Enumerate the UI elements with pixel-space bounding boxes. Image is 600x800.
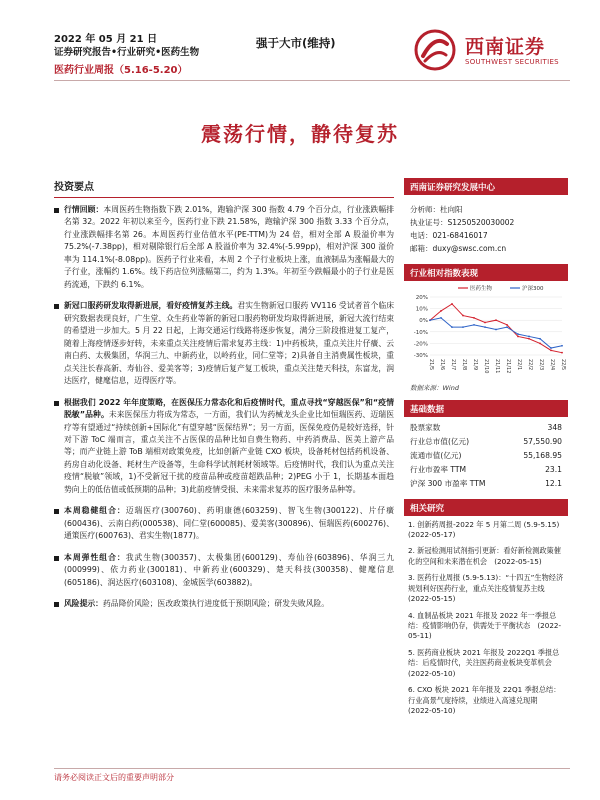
company-logo [413,28,563,72]
data-point [462,314,464,316]
related-research-item[interactable]: 5. 医药商业板块 2021 年报及 2022Q1 季报总结：后疫情时代，关注医药商业板块变革机会 (2022-05-10) [408,647,560,678]
row-label: 股票家数 [410,423,441,432]
data-point [528,337,530,339]
analyst-info [404,195,568,262]
data-point [451,303,453,305]
data-point [561,351,563,353]
y-tick-label: -30% [413,352,428,359]
x-tick-label: 21/8 [461,358,467,370]
sidebar [404,178,568,723]
y-tick-label: 10% [415,306,428,313]
data-point [506,326,508,328]
analyst-phone: 电话：021-68416017 [410,231,488,241]
report-date: 2022 年 05 月 21 日 [54,34,158,45]
related-research-heading: 相关研究 [404,499,568,516]
row-label: 沪深 300 市盈率 TTM [410,479,486,488]
basic-data-table [404,421,568,491]
x-tick-label: 21/7 [450,358,456,370]
data-point [506,323,508,325]
row-value: 23.1 [545,465,562,474]
logo-mark-icon [413,28,459,72]
data-point [429,319,431,321]
report-name: 医药行业周报（5.16-5.20） [54,65,188,76]
x-tick-label: 21/11 [494,358,500,373]
row-value: 55,168.95 [523,451,562,460]
bullet-covid-drug [54,300,394,387]
table-row [404,435,568,449]
row-value: 57,550.90 [523,437,562,446]
data-point [462,326,464,328]
bullet-lead: 本周弹性组合： [64,552,126,562]
related-research-item[interactable]: 1. 创新药周报-2022 年 5 月第二周 (5.9-5.15) (2022-05-17) [408,519,567,539]
row-value: 348 [547,423,562,432]
analyst-name: 分析师：杜向阳 [410,205,463,214]
bullet-text: 未来医保压力将成为常态，一方面，我们认为药械龙头企业比如恒瑞医药、迈瑞医疗等有望通过“持续创新+国际化”有望穿越“医保结界”；另一方面，医保免疫仍是较好选择，针对下游 ToC 端而言，重点关注不占医保的品种比如自费生物药、中药消费品、医美上游产品等；而产业链上游 ToB 端相对政策免疫，比如创新产业链 CXO 板块，设备耗材包括药机设备、药房自动化设备、耗材生产设备等，生命科学试剂耗材领域等。后疫情时代，我们认为重点关注疫情“脱敏”领域，1)不受新冠干扰的疫苗品种或疫苗超跌品种；2)PEG 小于 1，长期基本面趋势向上的低估值或低预期的品种；3)此前疫情受损、未来需求复苏的医疗服务品种等。 [64,410,395,494]
data-point [561,344,563,346]
basic-data-heading: 基础数据 [404,400,568,417]
bullet-text: 君实生物新冠口服药 VV116 受试者首个临床研究数据表现良好，广生堂、众生药业等新的新冠口服药物研发均取得新进展，新冠大流行结束的希望进一步加大。5 月 22 日起，上海交通运行线路将逐步恢复，满分三阶段推进复工复产，随着上海疫情逐步好转，未来重点关注疫情后需求复苏主线：1)中药板块，重点关注片仔癀、云南白药、太极集团，华润三九、中新药业，以岭药业，同仁堂等；2)具备自主消费属性板块，重点关注长春高新、寿仙谷、爱美客等；3)疫情后复产复工板块，重点关注楚天科技，东富龙，润达医疗，健麾信息，迈得医疗等。 [64,301,394,386]
report-header [0,0,600,90]
footer-divider [54,768,570,769]
x-tick-label: 22/1 [516,358,522,370]
related-research-item[interactable]: 4. 血制品板块 2021 年报及 2022 年一季报总结：疫情影响仍存，供需处于平衡状态 (2022-05-11) [408,610,562,641]
data-point [484,326,486,328]
related-research-list [404,516,568,717]
bullet-risk [54,598,394,610]
report-category: 证券研究报告•行业研究•医药生物 [54,47,200,58]
bullet-market-review [54,204,394,291]
data-point [528,335,530,337]
data-point [440,310,442,312]
bullet-text: 药品降价风险；医改政策执行进度低于预期风险；研发失败风险。 [102,599,330,609]
analyst-license: 执业证号：S1250520030002 [410,218,515,228]
table-row [404,421,568,435]
rating: 强于大市(维持) [256,36,336,50]
y-tick-label: -20% [413,340,428,347]
x-tick-label: 22/2 [527,358,533,370]
series-line-0 [430,303,562,352]
related-research-item[interactable]: 3. 医药行业周报 (5.9-5.13)：“十四五”生物经济规划利好医药行业，重点关注疫情复苏主线 (2022-05-15) [408,573,564,604]
y-tick-label: 0% [419,317,428,324]
logo-text-cn: 西南证券 [465,36,546,58]
bullet-strategy [54,397,394,497]
x-tick-label: 22/3 [538,358,544,370]
bullet-text: 迈瑞医疗(300760)、药明康德(603259)、智飞生物(300122)、片仔癀(600436)、云南白药(000538)、同仁堂(600085)、爱美客(300896)、恒瑞医药(600276)、通策医疗(600763)、君实生物(1877)。 [64,506,394,541]
chart-source: 数据来源：Wind [410,383,459,392]
analyst-email[interactable]: 邮箱：duxy@swsc.com.cn [410,244,507,254]
x-tick-label: 21/5 [428,358,434,370]
row-label: 行业市盈率 TTM [410,465,467,474]
data-point [517,333,519,335]
data-point [473,316,475,318]
table-row [404,477,568,491]
bullet-text: 我武生物(300357)、太极集团(600129)、寿仙谷(603896)、华润三九(000999)、依力药业(300181)、中新药业(600329)、楚天科技(300358)、健麾信息(605186)、润达医疗(603108)、金城医学(603882)。 [64,552,394,587]
bullet-lead: 根据我们 2022 年年度策略，在医保压力常态化和后疫情时代，重点寻找“穿越医保”和“疫情脱敏”品种。 [64,397,394,420]
chart-svg [404,281,568,381]
data-point [539,337,541,339]
logo-text-en: SOUTHWEST SECURITIES [465,58,559,66]
legend-label: 沪深300 [522,285,544,292]
bullet-lead: 本周稳健组合： [64,506,126,516]
main-column [54,178,394,620]
bullet-text: 本周医药生物指数下跌 2.01%，跑输沪深 300 指数 4.79 个百分点，行业涨跌幅排名第 32。2022 年初以来至今，医药行业下跌 21.58%，跑输沪深 300 指数 3.33 个百分点，行业涨跌幅排名第 26。本周医药行业估值水平(PE-TTM)为 24 倍，相对全部 A 股溢价率为 75.2%(-7.38pp)，相对剔除银行后全部 A 股溢价率为 32.4%(-5.99pp)，相对沪深 300 溢价率为 114.1%(-8.08pp)。医药子行业来看，本周 2 个子行业板块上涨，血液制品为涨幅最大的子行业，涨幅约 1.6%。线下药店位列涨幅第二，约为 1.3%。年初至今跌幅最小的子行业是医药流通，下跌约 6.1%。 [64,205,394,289]
x-tick-label: 22/4 [549,358,555,370]
table-row [404,463,568,477]
data-point [495,319,497,321]
footer-disclaimer: 请务必阅读正文后的重要声明部分 [54,773,174,782]
perf-heading: 行业相对指数表现 [404,264,568,281]
bullet-stable-portfolio [54,505,394,542]
data-point [539,342,541,344]
data-point [451,326,453,328]
relative-index-chart [404,281,568,381]
x-tick-label: 21/10 [483,358,489,373]
investment-points-heading: 投资要点 [54,178,394,198]
x-tick-label: 22/5 [560,358,566,370]
related-research-item[interactable]: 2. 新冠检测用试剂指引更新：看好新检测政策催化的空间和未来潜在机会 (2022-05-15) [408,546,561,566]
y-tick-label: 20% [415,294,428,301]
bullet-lead: 新冠口服药研发取得新进展，看好疫情复苏主线。 [64,301,238,311]
data-point [550,349,552,351]
bullet-lead: 行情回顾： [64,205,104,214]
header-divider [54,80,570,81]
legend-label: 医药生物 [470,285,493,292]
data-point [440,316,442,318]
x-tick-label: 21/12 [505,358,511,373]
x-tick-label: 21/9 [472,358,478,370]
y-tick-label: -10% [413,329,428,336]
row-value: 12.1 [545,479,562,488]
data-point [550,347,552,349]
team-heading: 西南证券研究发展中心 [404,178,568,195]
data-point [473,323,475,325]
x-tick-label: 21/6 [439,358,445,370]
related-research-item[interactable]: 6. CXO 板块 2021 年年报及 22Q1 季报总结：行业高景气度持续，业绩进入高速兑现期 (2022-05-10) [408,685,561,716]
bullet-lead: 风险提示： [64,599,103,609]
bullet-elastic-portfolio [54,552,394,589]
table-row [404,449,568,463]
row-label: 行业总市值(亿元) [410,437,470,446]
report-title: 震荡行情，静待复苏 [201,122,399,146]
row-label: 流通市值(亿元) [410,451,462,460]
data-point [495,328,497,330]
data-point [517,335,519,337]
data-point [484,321,486,323]
